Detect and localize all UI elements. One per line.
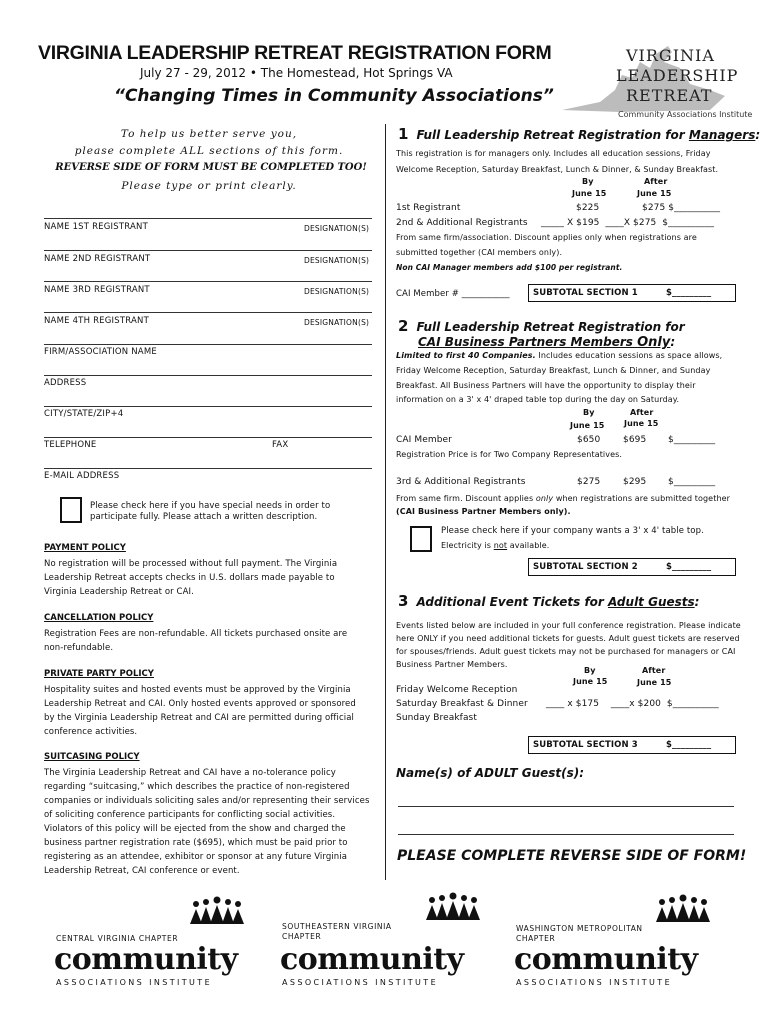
event-dates-location: July 27 - 29, 2012 • The Homestead, Hot Springs VA bbox=[140, 66, 453, 80]
name-3rd-registrant-field[interactable] bbox=[44, 281, 372, 282]
third-registrants-label: 3rd & Additional Registrants bbox=[396, 477, 526, 487]
subtotal-section-3-label: SUBTOTAL SECTION 3 bbox=[533, 740, 638, 750]
cai-washington-metropolitan-logo bbox=[512, 894, 722, 994]
chapter-name: CHAPTER bbox=[282, 932, 322, 941]
city-label: CITY/STATE/ZIP+4 bbox=[44, 409, 124, 419]
suitcasing-policy-line: regarding “suitcasing,” which describes the practice of non-registered bbox=[44, 782, 350, 792]
email-label: E-MAIL ADDRESS bbox=[44, 471, 120, 481]
section-3-number: 3 bbox=[398, 592, 409, 610]
third-registrants-by-price: $275 bbox=[577, 477, 601, 487]
subtotal-section-1-label: SUBTOTAL SECTION 1 bbox=[533, 288, 638, 298]
suitcasing-policy-title: SUITCASING POLICY bbox=[44, 752, 140, 762]
form-title: VIRGINIA LEADERSHIP RETREAT REGISTRATION FORM bbox=[38, 42, 552, 64]
community-wordmark: community bbox=[54, 942, 238, 977]
col-by-label: By bbox=[582, 177, 594, 186]
col-after-label: After bbox=[644, 177, 668, 186]
section-3-desc: Events listed below are included in your full conference registration. Please indicate bbox=[396, 621, 741, 630]
cai-central-virginia-logo bbox=[50, 896, 260, 992]
chapter-name: CHAPTER bbox=[516, 934, 556, 943]
section-2-note: From same firm. Discount applies only when registrations are submitted together bbox=[396, 494, 731, 503]
address-label: ADDRESS bbox=[44, 378, 87, 388]
special-needs-text: Please check here if you have special needs in order to participate fully. Please attach a written description. bbox=[90, 501, 331, 522]
col-after-date: June 15 bbox=[637, 189, 672, 198]
logo-virginia: VIRGINIA bbox=[626, 46, 715, 65]
private-party-policy-line: Hospitality suites and hosted events must be approved by the Virginia bbox=[44, 685, 351, 695]
table-top-text: Please check here if your company wants a 3' x 4' table top. bbox=[441, 526, 704, 536]
section-1-note: From same firm/association. Discount applies only when registrations are bbox=[396, 233, 697, 242]
col-after-date: June 15 bbox=[624, 419, 659, 428]
payment-policy-line: Virginia Leadership Retreat or CAI. bbox=[44, 587, 194, 597]
cai-member-after-price: $695 bbox=[623, 435, 647, 445]
price-note: Registration Price is for Two Company Representatives. bbox=[396, 450, 623, 459]
suitcasing-policy-line: The Virginia Leadership Retreat and CAI have a no-tolerance policy bbox=[44, 768, 336, 778]
guest-name-field[interactable] bbox=[398, 806, 734, 807]
intro-line-1: To help us better serve you, bbox=[120, 128, 298, 140]
section-1-note: submitted together (CAI members only). bbox=[396, 248, 563, 257]
community-wordmark: community bbox=[514, 942, 698, 977]
chapter-name: WASHINGTON METROPOLITAN bbox=[516, 924, 643, 933]
private-party-policy-line: by the Virginia Leadership Retreat and CAI are permitted during official bbox=[44, 713, 354, 723]
section-1-number: 1 bbox=[398, 125, 409, 143]
designation-label: DESIGNATION(S) bbox=[304, 256, 370, 265]
additional-registrants-label: 2nd & Additional Registrants bbox=[396, 218, 528, 228]
additional-registrants-values[interactable]: _____ X $195 ____X $275 $__________ bbox=[541, 218, 715, 228]
column-divider bbox=[385, 124, 386, 880]
col-after-date: June 15 bbox=[637, 678, 672, 687]
col-by-label: By bbox=[583, 408, 595, 417]
section-2-desc: information on a 3' x 4' draped table top during the day on Saturday. bbox=[396, 395, 680, 404]
section-2-desc: Breakfast. All Business Partners will have the opportunity to display their bbox=[396, 381, 696, 390]
cai-southeastern-virginia-logo bbox=[276, 892, 486, 992]
subtotal-section-1-value[interactable]: $_________ bbox=[666, 288, 712, 298]
guest-ticket-values[interactable]: ____ x $175 ____x $200 $__________ bbox=[546, 699, 719, 709]
suitcasing-policy-line: companies or individuals soliciting sales and/or representing their services bbox=[44, 796, 370, 806]
subtotal-section-3-value[interactable]: $_________ bbox=[666, 740, 712, 750]
firm-label: FIRM/ASSOCIATION NAME bbox=[44, 347, 157, 357]
first-registrant-by-price: $225 bbox=[576, 203, 600, 213]
people-icon bbox=[424, 892, 480, 922]
suitcasing-policy-line: business partner registration rate ($695), which must be paid prior to bbox=[44, 838, 348, 848]
intro-line-4: Please type or print clearly. bbox=[121, 180, 297, 192]
people-icon bbox=[654, 894, 710, 924]
name-4th-registrant-label: NAME 4TH REGISTRANT bbox=[44, 316, 149, 326]
name-2nd-registrant-field[interactable] bbox=[44, 250, 372, 251]
electricity-text: Electricity is not available. bbox=[441, 541, 550, 550]
firm-field[interactable] bbox=[44, 344, 372, 345]
retreat-logo bbox=[560, 40, 760, 130]
private-party-policy-title: PRIVATE PARTY POLICY bbox=[44, 669, 154, 679]
logo-retreat: RETREAT bbox=[626, 86, 713, 105]
section-1-title: 1 Full Leadership Retreat Registration for Managers: bbox=[398, 125, 761, 143]
designation-label: DESIGNATION(S) bbox=[304, 224, 370, 233]
table-top-checkbox[interactable] bbox=[410, 526, 432, 552]
cancellation-policy-line: non-refundable. bbox=[44, 643, 114, 653]
col-after-label: After bbox=[630, 408, 654, 417]
subtotal-section-2-value[interactable]: $_________ bbox=[666, 562, 712, 572]
cancellation-policy-line: Registration Fees are non-refundable. All tickets purchased onsite are bbox=[44, 629, 348, 639]
reverse-side-notice: PLEASE COMPLETE REVERSE SIDE OF FORM! bbox=[397, 848, 747, 864]
payment-policy-title: PAYMENT POLICY bbox=[44, 543, 126, 553]
col-by-label: By bbox=[584, 666, 596, 675]
suitcasing-policy-line: of soliciting conference participants for conflicting social activities. bbox=[44, 810, 336, 820]
managers-label: Managers bbox=[688, 128, 756, 142]
name-3rd-registrant-label: NAME 3RD REGISTRANT bbox=[44, 285, 150, 295]
col-by-date: June 15 bbox=[570, 421, 605, 430]
section-2-title-line-2: CAI Business Partners Members Only: bbox=[418, 335, 676, 350]
email-field[interactable] bbox=[44, 468, 372, 469]
section-2-number: 2 bbox=[398, 317, 409, 335]
section-3-title: 3 Additional Event Tickets for Adult Guests: bbox=[398, 592, 700, 610]
non-cai-note: Non CAI Manager members add $100 per registrant. bbox=[396, 263, 623, 272]
section-2-desc: Limited to first 40 Companies. Includes education sessions as space allows, bbox=[396, 351, 723, 360]
logo-leadership: LEADERSHIP bbox=[616, 66, 739, 85]
special-needs-checkbox[interactable] bbox=[60, 497, 82, 523]
first-registrant-label: 1st Registrant bbox=[396, 203, 461, 213]
col-by-date: June 15 bbox=[572, 189, 607, 198]
suitcasing-policy-line: registering as an attendee, exhibitor or sponsor at any future Virginia bbox=[44, 852, 348, 862]
event-saturday-breakfast-dinner: Saturday Breakfast & Dinner bbox=[396, 699, 528, 709]
section-3-desc: for spouses/friends. Adult guest tickets may not be purchased for managers or CAI bbox=[396, 647, 736, 656]
section-2-note: (CAI Business Partner Members only). bbox=[396, 507, 571, 516]
col-after-label: After bbox=[642, 666, 666, 675]
col-by-date: June 15 bbox=[573, 677, 608, 686]
chapter-name: CENTRAL VIRGINIA CHAPTER bbox=[56, 934, 179, 943]
telephone-label: TELEPHONE bbox=[44, 440, 97, 450]
first-registrant-after-price[interactable]: $275 $__________ bbox=[642, 203, 721, 213]
people-icon bbox=[188, 896, 244, 926]
cancellation-policy-title: CANCELLATION POLICY bbox=[44, 613, 154, 623]
designation-label: DESIGNATION(S) bbox=[304, 287, 370, 296]
subtotal-section-2-label: SUBTOTAL SECTION 2 bbox=[533, 562, 638, 572]
suitcasing-policy-line: Leadership Retreat, CAI conference or event. bbox=[44, 866, 240, 876]
section-1-desc: Welcome Reception, Saturday Breakfast, Lunch & Dinner, & Sunday Breakfast. bbox=[396, 165, 719, 174]
private-party-policy-line: Leadership Retreat and CAI. Only hosted events approved or sponsored bbox=[44, 699, 356, 709]
name-1st-registrant-label: NAME 1ST REGISTRANT bbox=[44, 222, 148, 232]
intro-line-3: REVERSE SIDE OF FORM MUST BE COMPLETED TOO! bbox=[55, 162, 367, 173]
section-3-desc: Business Partner Members. bbox=[396, 660, 508, 669]
cai-wordmark: ASSOCIATIONS INSTITUTE bbox=[56, 978, 213, 987]
section-1-desc: This registration is for managers only. Includes all education sessions, Friday bbox=[396, 149, 711, 158]
cai-member-number-field[interactable]: CAI Member # ___________ bbox=[396, 289, 510, 299]
intro-line-2: please complete ALL sections of this form. bbox=[74, 145, 344, 157]
adult-guests-label: Name(s) of ADULT Guest(s): bbox=[396, 766, 585, 780]
cai-member-by-price: $650 bbox=[577, 435, 601, 445]
adult-guests-label: Adult Guests bbox=[608, 595, 695, 609]
payment-policy-line: Leadership Retreat accepts checks in U.S. dollars made payable to bbox=[44, 573, 335, 583]
private-party-policy-line: conference activities. bbox=[44, 727, 138, 737]
name-2nd-registrant-label: NAME 2ND REGISTRANT bbox=[44, 254, 151, 264]
cai-wordmark: ASSOCIATIONS INSTITUTE bbox=[282, 978, 439, 987]
designation-label: DESIGNATION(S) bbox=[304, 318, 370, 327]
event-theme: “Changing Times in Community Associations” bbox=[114, 86, 554, 106]
cai-member-label: CAI Member bbox=[396, 435, 452, 445]
cai-wordmark: ASSOCIATIONS INSTITUTE bbox=[516, 978, 673, 987]
city-field[interactable] bbox=[44, 406, 372, 407]
only-label: Only bbox=[637, 335, 671, 350]
section-3-desc: here ONLY if you need additional tickets for guests. Adult guest tickets are reserved bbox=[396, 634, 740, 643]
guest-name-field[interactable] bbox=[398, 834, 734, 835]
community-wordmark: community bbox=[280, 942, 464, 977]
third-registrants-after-price: $295 bbox=[623, 477, 647, 487]
suitcasing-policy-line: Violators of this policy will be ejected from the show and charged the bbox=[44, 824, 346, 834]
telephone-field[interactable] bbox=[44, 437, 372, 438]
chapter-name: SOUTHEASTERN VIRGINIA bbox=[282, 922, 392, 931]
section-2-title: 2 Full Leadership Retreat Registration for bbox=[398, 317, 685, 335]
third-registrants-total[interactable]: $_________ bbox=[668, 477, 716, 487]
logo-subtitle: Community Associations Institute bbox=[618, 110, 753, 119]
event-friday-reception: Friday Welcome Reception bbox=[396, 685, 518, 695]
address-field[interactable] bbox=[44, 375, 372, 376]
name-4th-registrant-field[interactable] bbox=[44, 312, 372, 313]
event-sunday-breakfast: Sunday Breakfast bbox=[396, 713, 477, 723]
payment-policy-line: No registration will be processed without full payment. The Virginia bbox=[44, 559, 338, 569]
fax-label: FAX bbox=[272, 440, 289, 450]
cai-member-total[interactable]: $_________ bbox=[668, 435, 716, 445]
section-2-desc: Friday Welcome Reception, Saturday Breakfast, Lunch & Dinner, and Sunday bbox=[396, 366, 711, 375]
